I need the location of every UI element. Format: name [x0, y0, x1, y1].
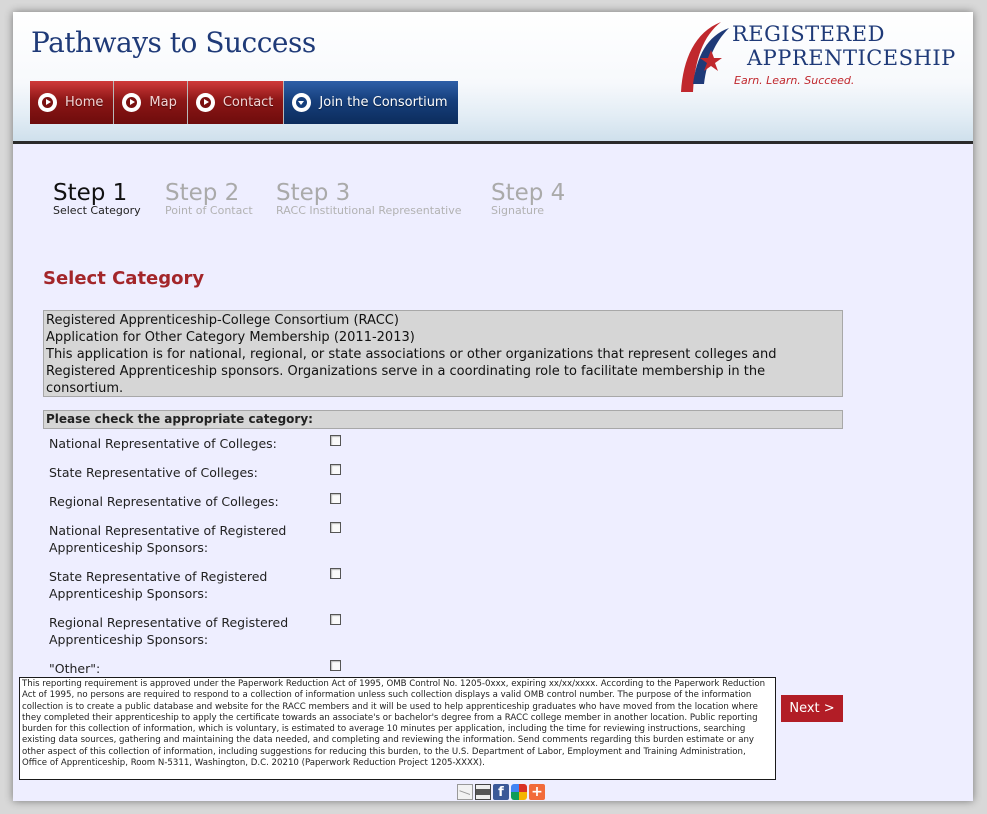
arrow-circle-icon	[122, 93, 141, 112]
category-label: State Representative of Colleges:	[49, 465, 258, 480]
arrow-circle-icon	[38, 93, 57, 112]
category-checkbox-national-sponsors[interactable]	[330, 522, 341, 533]
addthis-icon[interactable]: +	[529, 784, 545, 800]
logo-tagline: Earn. Learn. Succeed.	[734, 74, 855, 87]
logo-text-apprenticeship: APPRENTICESHIP	[747, 46, 956, 70]
step-number: Step 3	[276, 180, 351, 206]
step-label: Select Category	[53, 204, 141, 217]
category-label: "Other":	[49, 661, 101, 676]
email-icon[interactable]	[457, 784, 473, 800]
category-label: National Representative of Colleges:	[49, 436, 277, 451]
nav-home-label: Home	[65, 95, 104, 110]
page-frame	[13, 12, 973, 801]
step-label: Point of Contact	[165, 204, 253, 217]
step-1	[53, 180, 141, 217]
section-title: Select Category	[43, 268, 205, 289]
logo-swoosh-icon	[673, 14, 733, 96]
nav-map[interactable]	[114, 81, 187, 124]
step-label: RACC Institutional Representative	[276, 204, 462, 217]
registered-apprenticeship-logo[interactable]	[673, 14, 956, 94]
step-number: Step 2	[165, 180, 240, 206]
category-checkbox-state-colleges[interactable]	[330, 464, 341, 475]
nav-contact-label: Contact	[222, 95, 274, 110]
category-checkbox-national-colleges[interactable]	[330, 435, 341, 446]
site-header	[13, 12, 973, 144]
category-checkbox-regional-sponsors[interactable]	[330, 614, 341, 625]
print-icon[interactable]	[475, 784, 491, 800]
nav-join-consortium[interactable]	[284, 81, 457, 124]
application-info-box	[43, 310, 843, 397]
chevron-down-circle-icon	[292, 93, 311, 112]
step-label: Signature	[491, 204, 545, 217]
site-title[interactable]: Pathways to Success	[31, 26, 316, 59]
step-4	[491, 180, 565, 217]
step-number: Step 1	[53, 180, 128, 206]
next-button[interactable]: Next >	[781, 695, 843, 722]
category-checkbox-other[interactable]	[330, 660, 341, 671]
nav-join-label: Join the Consortium	[319, 95, 448, 110]
info-line-application: Application for Other Category Membership (2011-2013)	[46, 330, 415, 345]
category-header: Please check the appropriate category:	[43, 410, 843, 429]
info-line-description: This application is for national, regional, or state associations or other organizations that represent colleges and Registered Apprenticeship sponsors. Organizations serve in a coordinating role to facilitate membership in the consortium.	[46, 347, 777, 396]
paperwork-reduction-disclaimer: This reporting requirement is approved under the Paperwork Reduction Act of 1995, OMB Control No. 1205-0xxx, expiring xx/xx/xxxx. According to the Paperwork Reduction Act of 1995, no persons are required to respond to a collection of information unless such collection displays a valid OMB control number. The purpose of the information collection is to create a public database and website for the RACC members and it will be used to help apprenticeship graduates who have moved from the location where they completed their apprenticeship to apply the certificate towards an associate's or bachelor's degree from a RACC college member in another location. Public reporting burden for this collection of information, which is voluntary, is estimated to average 10 minutes per application, including the time for reviewing instructions, searching existing data sources, gathering and maintaining the data needed, and completing and reviewing the information. Send comments regarding this burden estimate or any other aspect of this collection of information, including suggestions for reducing this burden, to the U.S. Department of Labor, Employment and Training Administration, Office of Apprenticeship, Room N-5311, Washington, D.C. 20210 (Paperwork Reduction Project 1205-XXXX).	[19, 677, 776, 780]
nav-map-label: Map	[149, 95, 177, 110]
arrow-circle-icon	[196, 93, 215, 112]
nav-home[interactable]	[30, 81, 114, 124]
category-label: Regional Representative of Colleges:	[49, 494, 279, 509]
category-label: State Representative of Registered Apprenticeship Sponsors:	[49, 569, 268, 601]
google-icon[interactable]	[511, 784, 527, 800]
main-nav	[30, 81, 458, 124]
info-line-consortium: Registered Apprenticeship-College Consortium (RACC)	[46, 313, 399, 328]
facebook-icon[interactable]: f	[493, 784, 509, 800]
nav-contact[interactable]	[188, 81, 285, 124]
step-2	[165, 180, 253, 217]
category-label: Regional Representative of Registered Apprenticeship Sponsors:	[49, 615, 289, 647]
category-label: National Representative of Registered Apprenticeship Sponsors:	[49, 523, 287, 555]
share-toolbar	[457, 784, 545, 800]
step-3	[276, 180, 461, 217]
category-checkbox-regional-colleges[interactable]	[330, 493, 341, 504]
step-number: Step 4	[491, 180, 566, 206]
logo-text-registered: REGISTERED	[732, 22, 885, 46]
category-checkbox-state-sponsors[interactable]	[330, 568, 341, 579]
